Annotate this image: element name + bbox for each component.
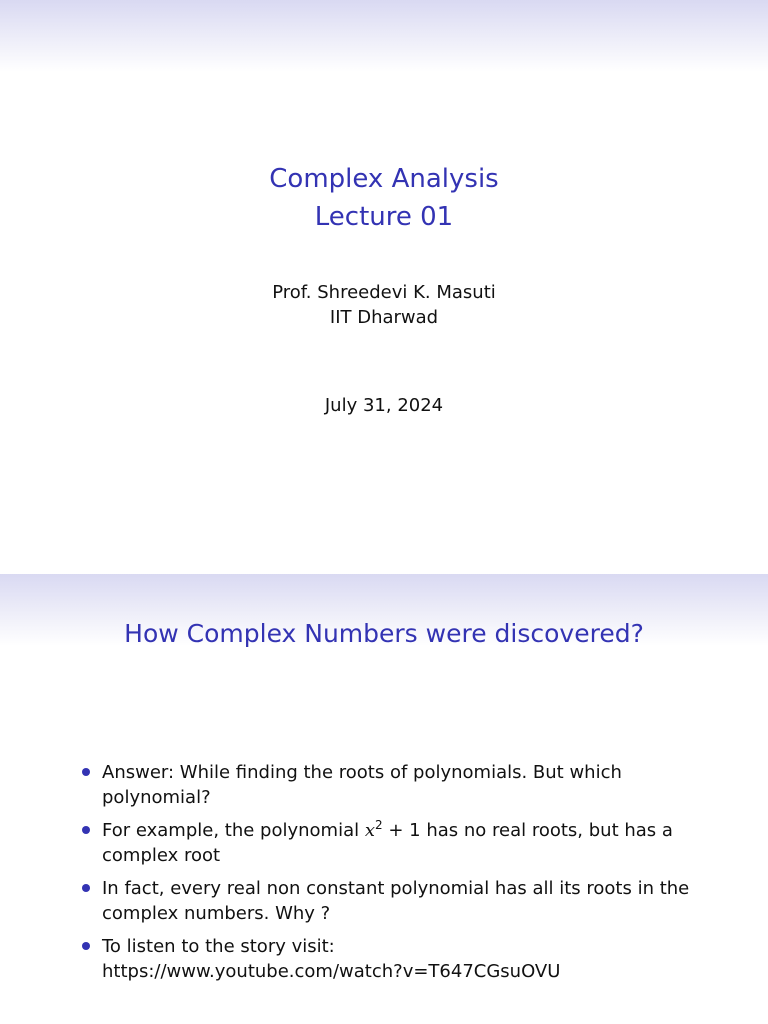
bullet-item <box>0 760 768 810</box>
math-exponent: 2 <box>374 818 383 832</box>
bullet-text: + 1 has no real roots, but has a <box>382 820 673 841</box>
bullet-text: To listen to the story visit: <box>102 936 335 957</box>
bullet-icon <box>82 884 90 892</box>
bullet-item <box>0 876 768 926</box>
bullet-item <box>0 818 768 868</box>
bullet-text: polynomial? <box>102 787 211 808</box>
title-line: Complex Analysis <box>269 164 499 194</box>
content-slide <box>0 574 768 1024</box>
slide-title: How Complex Numbers were discovered? <box>124 619 644 648</box>
bullet-text: complex numbers. Why ? <box>102 903 331 924</box>
author-block <box>0 280 768 330</box>
bullet-text: complex root <box>102 845 221 866</box>
bullet-text: Answer: While finding the roots of polynomials. But which <box>102 762 622 783</box>
header-band <box>0 0 768 72</box>
author-name: Prof. Shreedevi K. Masuti <box>272 282 496 303</box>
video-url: https://www.youtube.com/watch?v=T647CGsuOVU <box>102 961 561 982</box>
bullet-icon <box>82 826 90 834</box>
bullet-text: For example, the polynomial <box>102 820 365 841</box>
bullet-icon <box>82 768 90 776</box>
presentation-date: July 31, 2024 <box>324 395 444 416</box>
presentation-title <box>0 160 768 236</box>
institute-name: IIT Dharwad <box>329 307 439 328</box>
bullet-item <box>0 934 768 984</box>
bullet-text: In fact, every real non constant polynomial has all its roots in the <box>102 878 690 899</box>
math-variable: x <box>364 820 375 841</box>
bullet-icon <box>82 942 90 950</box>
bullet-list <box>0 760 768 992</box>
subtitle-line: Lecture 01 <box>314 202 454 232</box>
